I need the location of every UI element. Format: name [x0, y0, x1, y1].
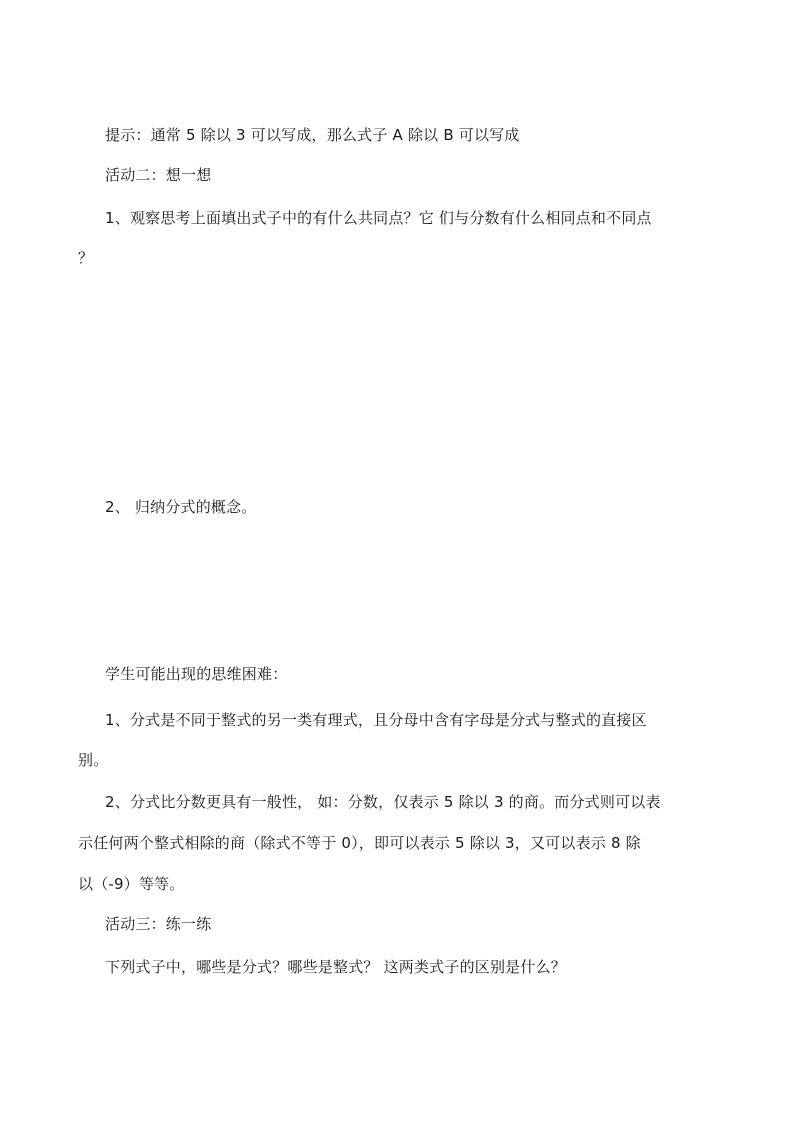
- question1-line1: 1、观察思考上面填出式子中的有什么共同点？它 们与分数有什么相同点和不同点: [105, 209, 652, 227]
- difficulty2-line3: 以（-9）等等。: [78, 875, 185, 893]
- difficulties-title: 学生可能出现的思维困难：: [105, 665, 288, 683]
- hint-line: 提示：通常 5 除以 3 可以写成，那么式子 A 除以 B 可以写成: [105, 126, 520, 144]
- question2: 2、 归纳分式的概念。: [105, 498, 257, 516]
- exercise-prompt: 下列式子中，哪些是分式？哪些是整式？ 这两类式子的区别是什么？: [105, 958, 566, 976]
- difficulty1-line1: 1、分式是不同于整式的另一类有理式，且分母中含有字母是分式与整式的直接区: [105, 711, 647, 729]
- difficulty2-line1: 2、分式比分数更具有一般性， 如：分数，仅表示 5 除以 3 的商。而分式则可以表: [105, 793, 661, 811]
- difficulty1-line2: 别。: [78, 751, 109, 769]
- activity2-title: 活动二：想一想: [105, 166, 212, 184]
- question1-line2: ？: [78, 249, 94, 267]
- activity3-title: 活动三：练一练: [105, 915, 212, 933]
- difficulty2-line2: 示任何两个整式相除的商（除式不等于 0），即可以表示 5 除以 3，又可以表示 8 除: [78, 834, 641, 852]
